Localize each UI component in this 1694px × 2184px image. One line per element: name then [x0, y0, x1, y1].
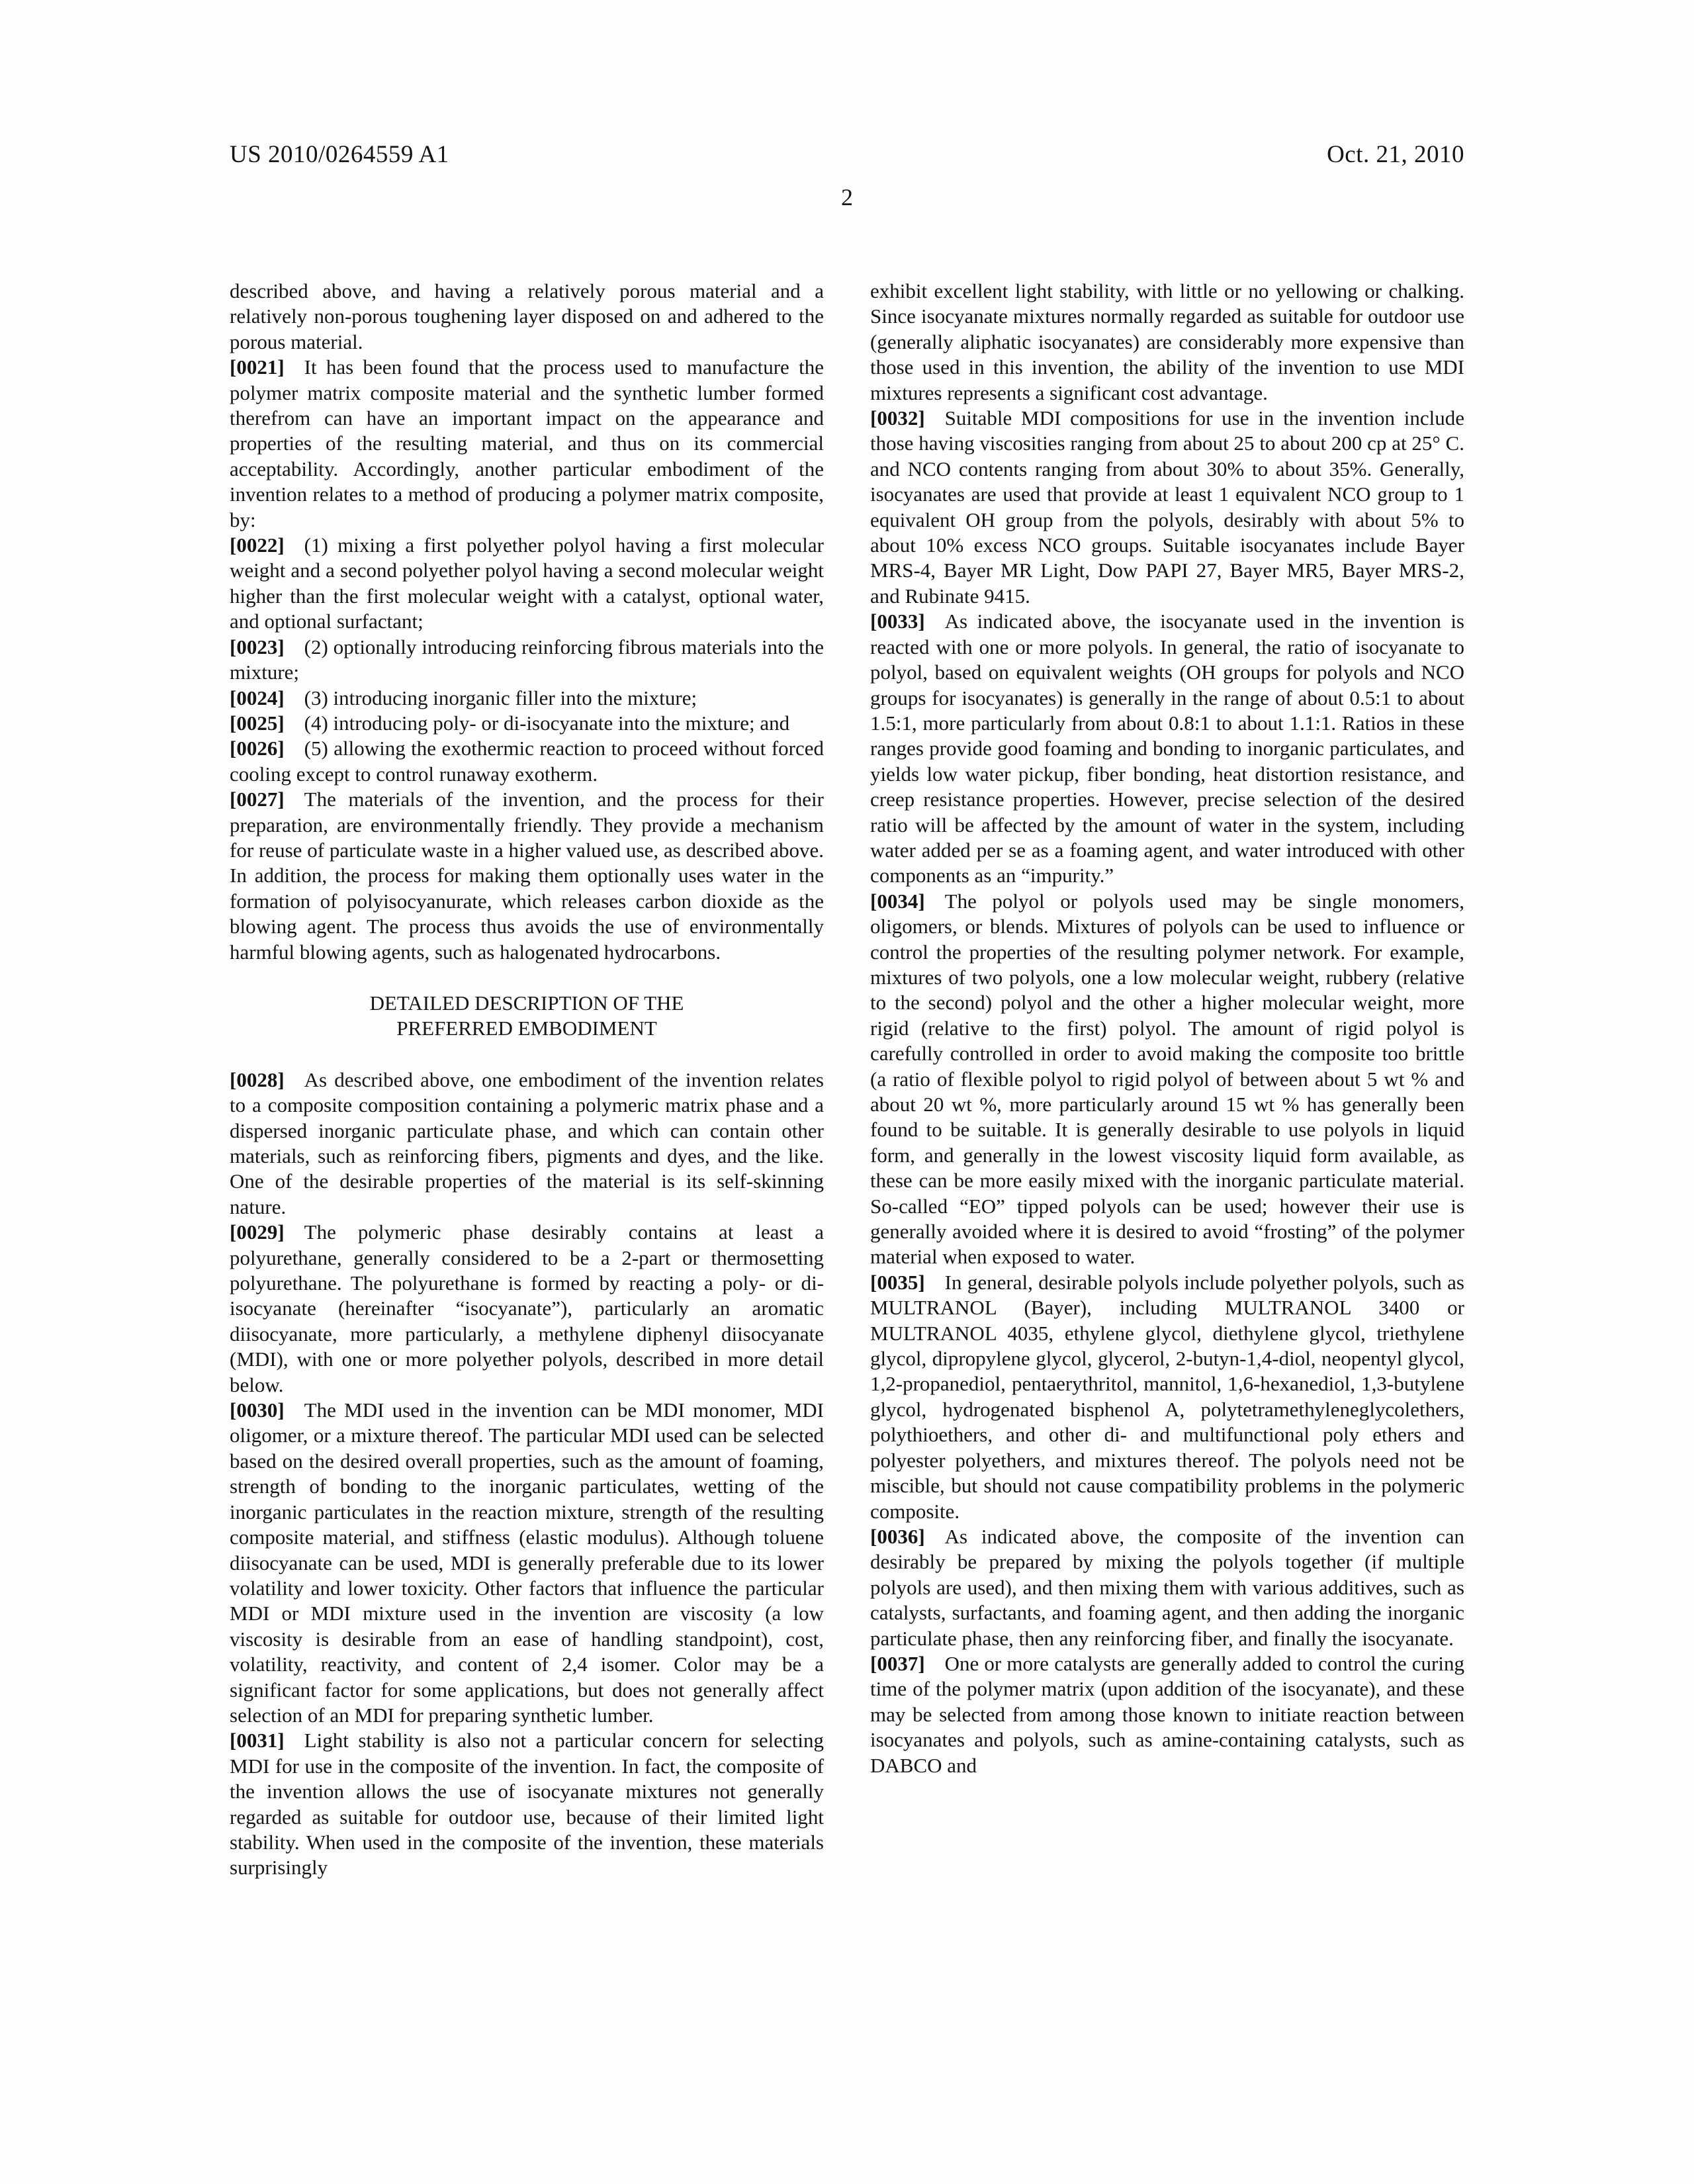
paragraph: [0022] (1) mixing a first polyether polyol having a first molecular weight and a second polyether polyol having a second molecular weight higher than the first molecular weight with a catalyst, optional water, and optional surfactant;: [230, 533, 824, 633]
paragraph-tag: [0030]: [230, 1398, 285, 1422]
paragraph-tag: [0025]: [230, 711, 285, 735]
paragraph: [0025] (4) introducing poly- or di-isocyanate into the mixture; and: [230, 711, 790, 735]
paragraph: [0036] As indicated above, the composite of the invention can desirably be prepared by mixing the polyols together (if multiple polyols are used), and then mixing them with various additives, such as catalysts, surfactants, and foaming agent, and then adding the inorganic particulate phase, then any reinforcing fiber, and finally the isocyanate.: [870, 1524, 1464, 1650]
paragraph-tag: [0037]: [870, 1651, 925, 1675]
page-content: [230, 0, 1464, 1881]
paragraph-tag: [0031]: [230, 1729, 285, 1752]
text-columns: [230, 279, 1464, 1881]
paragraph: [0029] The polymeric phase desirably contains at least a polyurethane, generally considered to be a 2-part or thermosetting polyurethane. The polyurethane is formed by reacting a poly- or di-isocyanate (hereinafter “isocyanate”), particularly an aromatic diisocyanate, more particularly, a methylene diphenyl diisocyanate (MDI), with one or more polyether polyols, described in more detail below.: [230, 1220, 824, 1396]
paragraph-tag: [0036]: [870, 1524, 925, 1548]
paragraph-tag: [0034]: [870, 889, 925, 913]
paragraph-tag: [0021]: [230, 355, 285, 379]
patent-number: US 2010/0264559 A1: [230, 141, 449, 168]
paragraph: [0023] (2) optionally introducing reinforcing fibrous materials into the mixture;: [230, 635, 824, 684]
publication-date: Oct. 21, 2010: [1327, 141, 1464, 168]
paragraph-tag: [0028]: [230, 1068, 285, 1091]
paragraph: [0035] In general, desirable polyols include polyether polyols, such as MULTRANOL (Bayer), including MULTRANOL 3400 or MULTRANOL 4035, ethylene glycol, diethylene glycol, triethylene glycol, dipropylene glycol, glycerol, 2-butyn-1,4-diol, neopentyl glycol, 1,2-propanediol, pentaerythritol, mannitol, 1,6-hexanediol, 1,3-butylene glycol, hydrogenated bisphenol A, polytetramethyleneglycolethers, polythioethers, and other di- and multifunctional poly ethers and polyester polyethers, and mixtures thereof. The polyols need not be miscible, but should not cause compatibility problems in the polymeric composite.: [870, 1270, 1464, 1523]
paragraph-tag: [0026]: [230, 737, 285, 760]
left-column: [230, 279, 824, 1881]
paragraph-tag: [0023]: [230, 635, 285, 659]
paragraph: [0027] The materials of the invention, and the process for their preparation, are environmentally friendly. They provide a mechanism for reuse of particulate waste in a higher valued use, as described above. In addition, the process for making them optionally uses water in the formation of polyisocyanurate, which releases carbon dioxide as the blowing agent. The process thus avoids the use of environmentally harmful blowing agents, such as halogenated hydrocarbons.: [230, 788, 824, 964]
paragraph: [0033] As indicated above, the isocyanate used in the invention is reacted with one or more polyols. In general, the ratio of isocyanate to polyol, based on equivalent weights (OH groups for polyols and NCO groups for isocyanates) is generally in the range of about 0.5:1 to about 1.5:1, more particularly from about 0.8:1 to about 1.1:1. Ratios in these ranges provide good foaming and bonding to inorganic particulates, and yields low water pickup, fiber bonding, heat distortion resistance, and creep resistance properties. However, precise selection of the desired ratio will be affected by the amount of water in the system, including water added per se as a foaming agent, and water introduced with other components as an “impurity.”: [870, 610, 1464, 887]
paragraph: described above, and having a relatively porous material and a relatively non-porous toughening layer disposed on and adhered to the porous material.: [230, 279, 824, 353]
section-heading: DETAILED DESCRIPTION OF THE PREFERRED EMBODIMENT: [369, 991, 684, 1040]
paragraph: [0026] (5) allowing the exothermic reaction to proceed without forced cooling except to control runaway exotherm.: [230, 737, 824, 786]
paragraph-tag: [0029]: [230, 1220, 285, 1244]
paragraph-tag: [0024]: [230, 686, 285, 709]
paragraph-tag: [0022]: [230, 533, 285, 557]
paragraph-tag: [0032]: [870, 406, 925, 430]
paragraph: [0021] It has been found that the process used to manufacture the polymer matrix composite material and the synthetic lumber formed therefrom can have an important impact on the appearance and properties of the resulting material, and thus on its commercial acceptability. Accordingly, another particular embodiment of the invention relates to a method of producing a polymer matrix composite, by:: [230, 355, 824, 531]
paragraph-tag: [0027]: [230, 788, 285, 811]
right-column: [870, 279, 1464, 1881]
paragraph-tag: [0035]: [870, 1270, 925, 1294]
paragraph: exhibit excellent light stability, with little or no yellowing or chalking. Since isocyanate mixtures normally regarded as suitable for outdoor use (generally aliphatic isocyanates) are considerably more expensive than those used in this invention, the ability of the invention to use MDI mixtures represents a significant cost advantage.: [870, 279, 1464, 404]
paragraph: [0028] As described above, one embodiment of the invention relates to a composite composition containing a polymeric matrix phase and a dispersed inorganic particulate phase, and which can contain other materials, such as reinforcing fibers, pigments and dyes, and the like. One of the desirable properties of the material is its self-skinning nature.: [230, 1068, 824, 1218]
paragraph: [0034] The polyol or polyols used may be single monomers, oligomers, or blends. Mixtures of polyols can be used to influence or control the properties of the resulting polymer network. For example, mixtures of two polyols, one a low molecular weight, rubbery (relative to the second) polyol and the other a higher molecular weight, more rigid (relative to the first) polyol. The amount of rigid polyol is carefully controlled in order to avoid making the composite too brittle (a ratio of flexible polyol to rigid polyol of between about 5 wt % and about 20 wt %, more particularly around 15 wt % has generally been found to be suitable. It is generally desirable to use polyols in liquid form, and generally in the lowest viscosity liquid form available, as these can be more easily mixed with the inorganic particulate material. So-called “EO” tipped polyols can be used; however their use is generally avoided where it is desired to avoid “frosting” of the polymer material when exposed to water.: [870, 889, 1464, 1269]
document-header: [230, 140, 1464, 169]
paragraph: [0032] Suitable MDI compositions for use in the invention include those having viscosities ranging from about 25 to about 200 cp at 25° C. and NCO contents ranging from about 30% to about 35%. Generally, isocyanates are used that provide at least 1 equivalent NCO group to 1 equivalent OH group from the polyols, desirably with about 5% to about 10% excess NCO groups. Suitable isocyanates include Bayer MRS-4, Bayer MR Light, Dow PAPI 27, Bayer MR5, Bayer MRS-2, and Rubinate 9415.: [870, 406, 1464, 608]
paragraph: [0031] Light stability is also not a particular concern for selecting MDI for use in the composite of the invention. In fact, the composite of the invention allows the use of isocyanate mixtures not generally regarded as suitable for outdoor use, because of their limited light stability. When used in the composite of the invention, these materials surprisingly: [230, 1729, 824, 1880]
paragraph-tag: [0033]: [870, 610, 925, 633]
paragraph: [0024] (3) introducing inorganic filler into the mixture;: [230, 686, 697, 709]
page-number: 2: [841, 184, 853, 210]
paragraph: [0030] The MDI used in the invention can be MDI monomer, MDI oligomer, or a mixture thereof. The particular MDI used can be selected based on the desired overall properties, such as the amount of foaming, strength of bonding to the inorganic particulates, wetting of the inorganic particulates in the reaction mixture, strength of the resulting composite material, and stiffness (elastic modulus). Although toluene diisocyanate can be used, MDI is generally preferable due to its lower volatility and lower toxicity. Other factors that influence the particular MDI or MDI mixture used in the invention are viscosity (a low viscosity is desirable from an ease of handling standpoint), cost, volatility, reactivity, and content of 2,4 isomer. Color may be a significant factor for some applications, but does not generally affect selection of an MDI for preparing synthetic lumber.: [230, 1398, 824, 1727]
paragraph: [0037] One or more catalysts are generally added to control the curing time of the polymer matrix (upon addition of the isocyanate), and these may be selected from among those known to initiate reaction between isocyanates and polyols, such as amine-containing catalysts, such as DABCO and: [870, 1651, 1464, 1777]
